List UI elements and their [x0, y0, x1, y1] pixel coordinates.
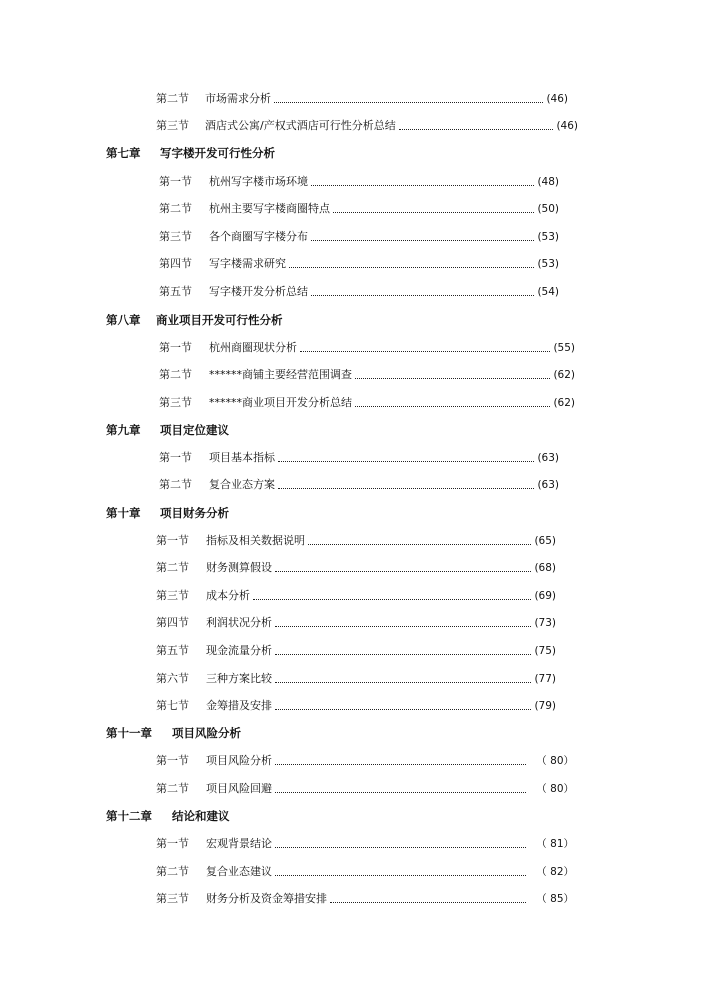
page-number: (63): [537, 479, 559, 491]
chapter-title: 写字楼开发可行性分析: [160, 146, 276, 160]
toc-entry[interactable]: [156, 836, 574, 852]
section-title: 酒店式公寓/产权式酒店可行性分析总结: [205, 119, 396, 132]
section-title: 成本分析: [206, 589, 250, 602]
toc-chapter[interactable]: [106, 808, 230, 824]
toc-chapter[interactable]: [106, 312, 283, 328]
section-number: 第二节: [156, 561, 189, 574]
toc-entry[interactable]: [156, 560, 556, 576]
chapter-title: 结论和建议: [172, 809, 230, 823]
dot-leader: [355, 406, 550, 407]
section-title: 项目风险分析: [206, 754, 272, 767]
dot-leader: [275, 792, 526, 793]
section-number: 第三节: [159, 230, 192, 243]
section-number: 第二节: [156, 782, 189, 795]
toc-entry[interactable]: [156, 781, 574, 797]
section-number: 第六节: [156, 672, 189, 685]
section-number: 第三节: [156, 119, 189, 132]
toc-entry[interactable]: [159, 284, 559, 300]
toc-entry[interactable]: [156, 698, 556, 714]
dot-leader: [275, 626, 531, 627]
section-title: 三种方案比较: [206, 672, 272, 685]
page-number: （ 81）: [536, 838, 574, 850]
dot-leader: [308, 544, 531, 545]
section-number: 第一节: [159, 341, 192, 354]
section-title: 财务分析及资金筹措安排: [206, 892, 327, 905]
dot-leader: [275, 764, 526, 765]
dot-leader: [330, 902, 526, 903]
page-number: (55): [553, 342, 575, 354]
section-title: 杭州主要写字楼商圈特点: [209, 202, 330, 215]
section-title: 财务测算假设: [206, 561, 272, 574]
toc-entry[interactable]: [159, 450, 559, 466]
page-number: (50): [537, 203, 559, 215]
page-number: (69): [534, 590, 556, 602]
section-number: 第二节: [156, 92, 189, 105]
dot-leader: [300, 351, 550, 352]
toc-entry[interactable]: [159, 256, 559, 272]
dot-leader: [289, 267, 534, 268]
page-number: (62): [553, 397, 575, 409]
section-title: ******商铺主要经营范围调查: [209, 368, 352, 381]
section-number: 第二节: [159, 478, 192, 491]
section-number: 第三节: [156, 589, 189, 602]
dot-leader: [275, 709, 531, 710]
section-title: 利润状况分析: [206, 616, 272, 629]
page-number: (77): [534, 673, 556, 685]
section-title: 宏观背景结论: [206, 837, 272, 850]
page-number: （ 80）: [536, 783, 574, 795]
toc-entry[interactable]: [156, 588, 556, 604]
section-number: 第二节: [159, 368, 192, 381]
toc-entry[interactable]: [156, 753, 574, 769]
chapter-title: 商业项目开发可行性分析: [156, 313, 283, 327]
section-title: 杭州写字楼市场环境: [209, 175, 308, 188]
page-number: (53): [537, 258, 559, 270]
section-number: 第二节: [156, 865, 189, 878]
chapter-number: 第十一章: [106, 726, 152, 740]
chapter-title: 项目定位建议: [160, 423, 230, 437]
section-title: 各个商圈写字楼分布: [209, 230, 308, 243]
page-number: （ 85）: [536, 893, 574, 905]
toc-chapter[interactable]: [106, 422, 229, 438]
chapter-number: 第八章: [106, 313, 141, 327]
toc-entry[interactable]: [159, 174, 559, 190]
dot-leader: [311, 240, 534, 241]
toc-entry[interactable]: [156, 891, 574, 907]
page-number: （ 82）: [536, 866, 574, 878]
chapter-number: 第九章: [106, 423, 141, 437]
toc-entry[interactable]: [156, 643, 556, 659]
toc-entry[interactable]: [159, 367, 575, 383]
section-number: 第四节: [156, 616, 189, 629]
section-number: 第一节: [159, 451, 192, 464]
section-number: 第三节: [156, 892, 189, 905]
toc-chapter[interactable]: [106, 505, 229, 521]
dot-leader: [253, 599, 531, 600]
section-number: 第五节: [156, 644, 189, 657]
toc-chapter[interactable]: [106, 145, 275, 161]
toc-entry[interactable]: [156, 533, 556, 549]
page-number: (48): [537, 176, 559, 188]
chapter-title: 项目风险分析: [172, 726, 242, 740]
page-number: （ 80）: [536, 755, 574, 767]
toc-entry[interactable]: [156, 864, 574, 880]
dot-leader: [399, 129, 554, 130]
section-title: 写字楼需求研究: [209, 257, 286, 270]
toc-entry[interactable]: [159, 340, 575, 356]
section-title: 项目风险回避: [206, 782, 272, 795]
dot-leader: [278, 488, 534, 489]
section-number: 第一节: [159, 175, 192, 188]
page-number: (65): [534, 535, 556, 547]
section-number: 第五节: [159, 285, 192, 298]
dot-leader: [274, 102, 543, 103]
section-title: 复合业态方案: [209, 478, 275, 491]
section-number: 第四节: [159, 257, 192, 270]
dot-leader: [333, 212, 534, 213]
page-number: (53): [537, 231, 559, 243]
section-number: 第七节: [156, 699, 189, 712]
page-number: (68): [534, 562, 556, 574]
section-number: 第一节: [156, 534, 189, 547]
chapter-number: 第十章: [106, 506, 141, 520]
toc-entry[interactable]: [156, 615, 556, 631]
section-title: 项目基本指标: [209, 451, 275, 464]
section-title: 金筹措及安排: [206, 699, 272, 712]
section-number: 第二节: [159, 202, 192, 215]
dot-leader: [355, 378, 550, 379]
chapter-number: 第十二章: [106, 809, 152, 823]
dot-leader: [275, 654, 531, 655]
section-title: 市场需求分析: [205, 92, 271, 105]
toc-entry[interactable]: [156, 671, 556, 687]
section-number: 第一节: [156, 837, 189, 850]
page-number: (46): [546, 93, 568, 105]
dot-leader: [311, 185, 534, 186]
dot-leader: [275, 571, 531, 572]
section-title: 写字楼开发分析总结: [209, 285, 308, 298]
page-number: (79): [534, 700, 556, 712]
dot-leader: [311, 295, 534, 296]
dot-leader: [275, 875, 526, 876]
section-number: 第三节: [159, 396, 192, 409]
toc-chapter[interactable]: [106, 725, 241, 741]
dot-leader: [275, 682, 531, 683]
dot-leader: [278, 461, 534, 462]
section-title: ******商业项目开发分析总结: [209, 396, 352, 409]
chapter-number: 第七章: [106, 146, 141, 160]
section-title: 现金流量分析: [206, 644, 272, 657]
toc-entry[interactable]: [156, 118, 578, 134]
section-title: 杭州商圈现状分析: [209, 341, 297, 354]
page-number: (73): [534, 617, 556, 629]
section-title: 指标及相关数据说明: [206, 534, 305, 547]
page-number: (46): [556, 120, 578, 132]
toc-entry[interactable]: [159, 477, 559, 493]
toc-entry[interactable]: [159, 201, 559, 217]
section-title: 复合业态建议: [206, 865, 272, 878]
toc-entry[interactable]: [156, 91, 568, 107]
page-number: (63): [537, 452, 559, 464]
page-number: (62): [553, 369, 575, 381]
dot-leader: [275, 847, 526, 848]
section-number: 第一节: [156, 754, 189, 767]
page-number: (54): [537, 286, 559, 298]
toc-entry[interactable]: [159, 395, 575, 411]
page-number: (75): [534, 645, 556, 657]
chapter-title: 项目财务分析: [160, 506, 230, 520]
toc-entry[interactable]: [159, 229, 559, 245]
